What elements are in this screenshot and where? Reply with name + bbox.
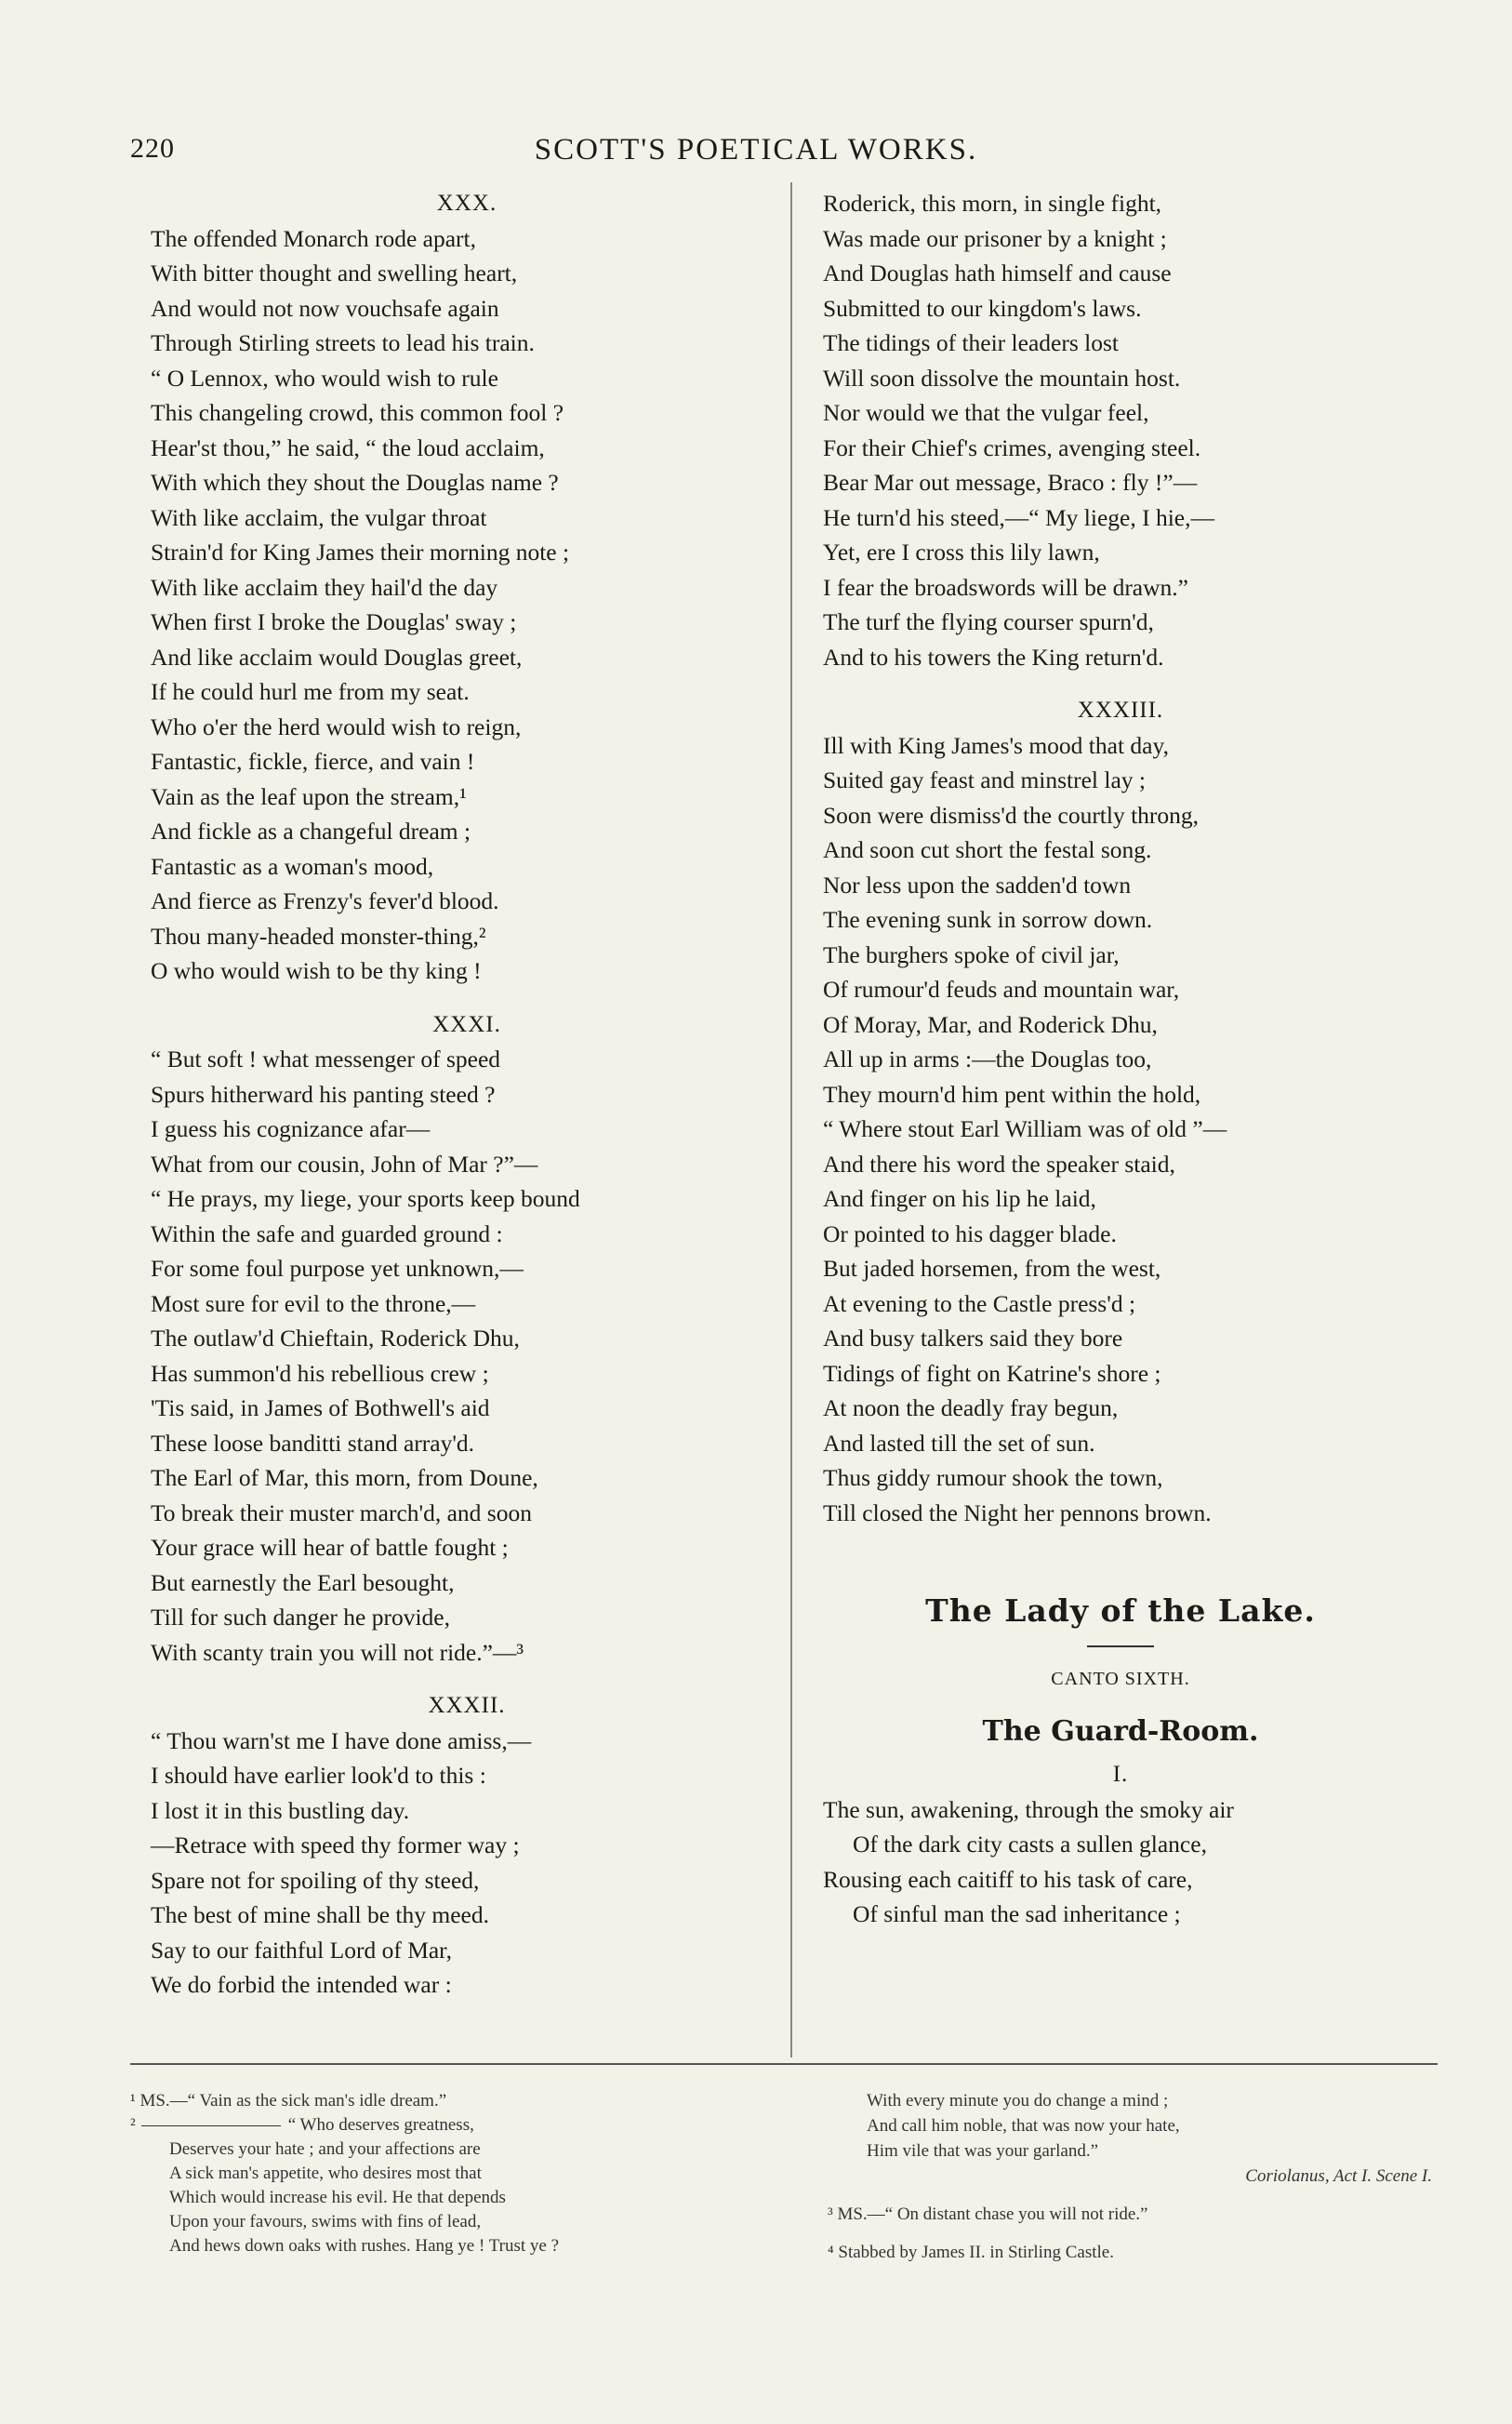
verse-line: They mourn'd him pent within the hold, [823, 1080, 1201, 1108]
footnotes-right [828, 2089, 1432, 2266]
verse-line: Yet, ere I cross this lily lawn, [823, 539, 1100, 566]
verse-line: The turf the flying courser spurn'd, [823, 608, 1154, 635]
verse-line: Through Stirling streets to lead his train. [151, 329, 535, 356]
verse-line: Of Moray, Mar, and Roderick Dhu, [823, 1010, 1158, 1038]
left-column [151, 186, 783, 2003]
verse-line: We do forbid the intended war : [151, 1971, 452, 1998]
page-header [0, 133, 1512, 178]
section-title: The Guard-Room. [982, 1715, 1259, 1748]
verse-line: The outlaw'd Chieftain, Roderick Dhu, [151, 1325, 520, 1352]
verse-line: Of sinful man the sad inheritance ; [853, 1900, 1181, 1927]
verse-line: I fear the broadswords will be drawn.” [823, 573, 1188, 601]
verse-line: The tidings of their leaders lost [823, 329, 1119, 356]
verse-line: Who o'er the herd would wish to reign, [151, 713, 522, 740]
footnote-line: Upon your favours, swims with fins of lead, [169, 2212, 482, 2231]
footnote-line: And hews down oaks with rushes. Hang ye ! Trust ye ? [169, 2236, 560, 2256]
verse-line: Spare not for spoiling of thy steed, [151, 1866, 480, 1894]
verse-line: The best of mine shall be thy meed. [151, 1901, 489, 1928]
verse-line: This changeling crowd, this common fool ? [151, 399, 564, 426]
page-number: 220 [130, 133, 175, 164]
footnote-4: ⁴ Stabbed by James II. in Stirling Castle. [828, 2243, 1114, 2262]
verse-line: Your grace will hear of battle fought ; [151, 1534, 509, 1561]
running-title: SCOTT'S POETICAL WORKS. [534, 133, 978, 166]
verse-line: With like acclaim they hail'd the day [151, 573, 498, 601]
stanza-30 [151, 221, 783, 989]
verse-line: Fantastic, fickle, fierce, and vain ! [151, 748, 475, 775]
verse-line: I should have earlier look'd to this : [151, 1762, 486, 1789]
stanza-number: XXXII. [428, 1693, 506, 1718]
verse-line: Vain as the leaf upon the stream,¹ [151, 782, 467, 810]
verse-line: Within the safe and guarded ground : [151, 1219, 503, 1247]
verse-line: “ But soft ! what messenger of speed [151, 1046, 501, 1072]
verse-line: Strain'd for King James their morning note ; [151, 539, 570, 566]
verse-line: With which they shout the Douglas name ? [151, 469, 559, 496]
footnote-line: Him vile that was your garland.” [867, 2141, 1099, 2161]
verse-line: And like acclaim would Douglas greet, [151, 643, 523, 671]
verse-line: Rousing each caitiff to his task of care, [823, 1865, 1193, 1893]
footnote-rule [130, 2063, 1438, 2065]
footnote-2-marker: ² [130, 2115, 136, 2135]
verse-line: —Retrace with speed thy former way ; [151, 1831, 520, 1858]
verse-line: Of rumour'd feuds and mountain war, [823, 976, 1180, 1003]
verse-line: “ O Lennox, who would wish to rule [151, 364, 498, 392]
verse-line: Or pointed to his dagger blade. [823, 1219, 1117, 1247]
footnote-2-quote-start: “ Who deserves greatness, [287, 2115, 474, 2135]
verse-line: With bitter thought and swelling heart, [151, 260, 518, 286]
verse-line: Tidings of fight on Katrine's shore ; [823, 1359, 1161, 1387]
verse-line: But jaded horsemen, from the west, [823, 1255, 1161, 1282]
verse-line: I lost it in this bustling day. [151, 1796, 410, 1824]
footnotes-left [130, 2089, 772, 2258]
verse-line: 'Tis said, in James of Bothwell's aid [151, 1394, 490, 1421]
verse-line: And fierce as Frenzy's fever'd blood. [151, 887, 499, 914]
canto-heading: CANTO SIXTH. [1051, 1669, 1190, 1689]
verse-line: Of the dark city casts a sullen glance, [853, 1831, 1207, 1858]
footnote-attribution: Coriolanus, Act I. Scene I. [1245, 2166, 1432, 2186]
footnote-line: A sick man's appetite, who desires most that [169, 2164, 482, 2183]
verse-line: At evening to the Castle press'd ; [823, 1289, 1136, 1317]
verse-line: With like acclaim, the vulgar throat [151, 503, 487, 531]
footnote-2-first [130, 2113, 772, 2138]
footnote-3: ³ MS.—“ On distant chase you will not ride.” [828, 2204, 1148, 2224]
verse-line: And soon cut short the festal song. [823, 836, 1152, 863]
verse-line: “ Thou warn'st me I have done amiss,— [151, 1726, 532, 1754]
stanza-number: XXXI. [432, 1011, 501, 1037]
verse-line: Suited gay feast and minstrel lay ; [823, 766, 1147, 793]
footnote-1: ¹ MS.—“ Vain as the sick man's idle dream.” [130, 2091, 447, 2111]
stanza-32 [151, 1724, 783, 2003]
verse-line: And fickle as a changeful dream ; [151, 818, 471, 845]
poem-title: The Lady of the Lake. [925, 1592, 1316, 1629]
footnote-line: Which would increase his evil. He that depends [169, 2188, 506, 2207]
verse-line: And there his word the speaker staid, [823, 1150, 1175, 1178]
stanza-33 [823, 728, 1418, 1531]
stanza-number: XXXIII. [1077, 698, 1164, 723]
verse-line: Ill with King James's mood that day, [823, 731, 1169, 759]
verse-line: Most sure for evil to the throne,— [151, 1289, 476, 1317]
verse-line: Thou many-headed monster-thing,² [151, 922, 486, 950]
verse-line: All up in arms :—the Douglas too, [823, 1046, 1152, 1072]
footnote-line: And call him noble, that was now your hate, [867, 2116, 1180, 2136]
verse-line: Nor would we that the vulgar feel, [823, 399, 1149, 426]
verse-line: And Douglas hath himself and cause [823, 260, 1172, 286]
verse-line: With scanty train you will not ride.”—³ [151, 1638, 524, 1666]
verse-line: What from our cousin, John of Mar ?”— [151, 1150, 538, 1178]
title-rule [1087, 1645, 1154, 1647]
verse-line: But earnestly the Earl besought, [151, 1568, 455, 1596]
verse-line: And finger on his lip he laid, [823, 1185, 1096, 1212]
verse-line: And would not now vouchsafe again [151, 294, 499, 322]
right-column [823, 186, 1418, 1932]
verse-line: I guess his cognizance afar— [151, 1115, 431, 1142]
omission-rule [141, 2125, 281, 2127]
verse-line: The burghers spoke of civil jar, [823, 940, 1120, 968]
verse-line: Submitted to our kingdom's laws. [823, 294, 1142, 322]
verse-line: Till for such danger he provide, [151, 1604, 450, 1631]
verse-line: Say to our faithful Lord of Mar, [151, 1936, 453, 1964]
verse-line: O who would wish to be thy king ! [151, 957, 482, 984]
verse-line: The sun, awakening, through the smoky air [823, 1795, 1234, 1823]
verse-line: For their Chief's crimes, avenging steel. [823, 433, 1201, 461]
verse-line: And lasted till the set of sun. [823, 1429, 1095, 1457]
verse-line: Will soon dissolve the mountain host. [823, 364, 1181, 392]
verse-line: For some foul purpose yet unknown,— [151, 1255, 524, 1282]
stanza-32-continued [823, 186, 1418, 674]
footnote-line: Deserves your hate ; and your affections are [169, 2139, 481, 2159]
verse-line: Has summon'd his rebellious crew ; [151, 1359, 489, 1387]
stanza-31 [151, 1042, 783, 1670]
verse-line: Spurs hitherward his panting steed ? [151, 1080, 496, 1108]
verse-line: Nor less upon the sadden'd town [823, 871, 1132, 899]
footnote-2-body [130, 2138, 772, 2258]
verse-line: At noon the deadly fray begun, [823, 1394, 1119, 1421]
verse-line: He turn'd his steed,—“ My liege, I hie,— [823, 503, 1214, 531]
verse-line: The offended Monarch rode apart, [151, 224, 477, 252]
verse-line: If he could hurl me from my seat. [151, 678, 470, 705]
stanza-number: XXX. [436, 191, 497, 216]
verse-line: Thus giddy rumour shook the town, [823, 1464, 1163, 1491]
verse-line: “ Where stout Earl William was of old ”— [823, 1115, 1227, 1142]
verse-line: And busy talkers said they bore [823, 1325, 1123, 1352]
verse-line: Bear Mar out message, Braco : fly !”— [823, 469, 1198, 496]
verse-line: To break their muster march'd, and soon [151, 1498, 532, 1526]
verse-line: Hear'st thou,” he said, “ the loud acclaim, [151, 433, 545, 461]
footnote-line: With every minute you do change a mind ; [867, 2091, 1169, 2111]
verse-line: The evening sunk in sorrow down. [823, 906, 1153, 933]
stanza-number: I. [1112, 1762, 1129, 1787]
verse-line: “ He prays, my liege, your sports keep bound [151, 1185, 580, 1212]
verse-line: Roderick, this morn, in single fight, [823, 190, 1162, 217]
verse-line: And to his towers the King return'd. [823, 643, 1164, 671]
verse-line: Fantastic as a woman's mood, [151, 852, 434, 880]
verse-line: Was made our prisoner by a knight ; [823, 224, 1167, 252]
verse-line: When first I broke the Douglas' sway ; [151, 608, 517, 635]
verse-line: Till closed the Night her pennons brown. [823, 1498, 1212, 1526]
footnote-2-continued [828, 2089, 1432, 2164]
stanza-1 [823, 1792, 1418, 1932]
verse-line: The Earl of Mar, this morn, from Doune, [151, 1464, 538, 1491]
verse-line: These loose banditti stand array'd. [151, 1429, 475, 1457]
verse-line: Soon were dismiss'd the courtly throng, [823, 801, 1200, 829]
column-divider [790, 182, 792, 2058]
